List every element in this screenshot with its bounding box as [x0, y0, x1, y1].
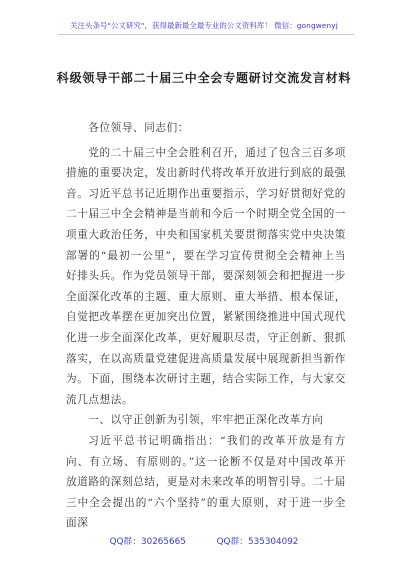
footer-qq-group-2: QQ群：535304092 [216, 537, 299, 547]
document-title: 科级领导干部二十届三中全会专题研讨交流发言材料 [56, 71, 352, 85]
paragraph-section-1: 习近平总书记明确指出：“我们的改革开放是有方向、有立场、有原则的。”这一论断不仅是对中国改革开放道路的深刻总结，更是对未来改革的明智引导。二十届三中全会提出的“六个坚持”的重大原则，对于进一步全面深 [66, 434, 346, 530]
section-heading-1: 一、以守正创新为引领，牢牢把正深化改革方向 [88, 414, 324, 427]
footer-qq-group-1: QQ群：30265665 [109, 537, 186, 547]
header-divider [58, 34, 354, 35]
salutation: 各位领导、同志们： [88, 122, 189, 134]
document-body [66, 118, 346, 534]
footer [0, 534, 408, 547]
header-notice: 关注头条号"公文研究"，获得最新最全最专业的公文资料库！ 微信：gongwenyj [70, 21, 338, 30]
paragraph-intro: 党的二十届三中全会胜利召开，通过了包含三百多项措施的重要决定，发出新时代将改革开放进行到底的最强音。习近平总书记近期作出重要指示，学习好贯彻好党的二十届三中全会精神是当前和今后一个时期全党全国的一项重大政治任务，中央和国家机关要贯彻落实党中央决策部署的“最初一公里”，要在学习宣传贯彻全会精神上当好排头兵。作为党员领导干部，要深刻领会和把握进一步全面深化改革的主题、重大原则、重大举措、根本保证，自觉把改革摆在更加突出位置，紧紧围绕推进中国式现代化进一步全面深化改革，更好履职尽责，守正创新、狠抓落实，在以高质量党建促进高质量发展中展现新担当新作为。下面，围绕本次研讨主题，结合实际工作，与大家交流几点想法。 [66, 146, 346, 406]
